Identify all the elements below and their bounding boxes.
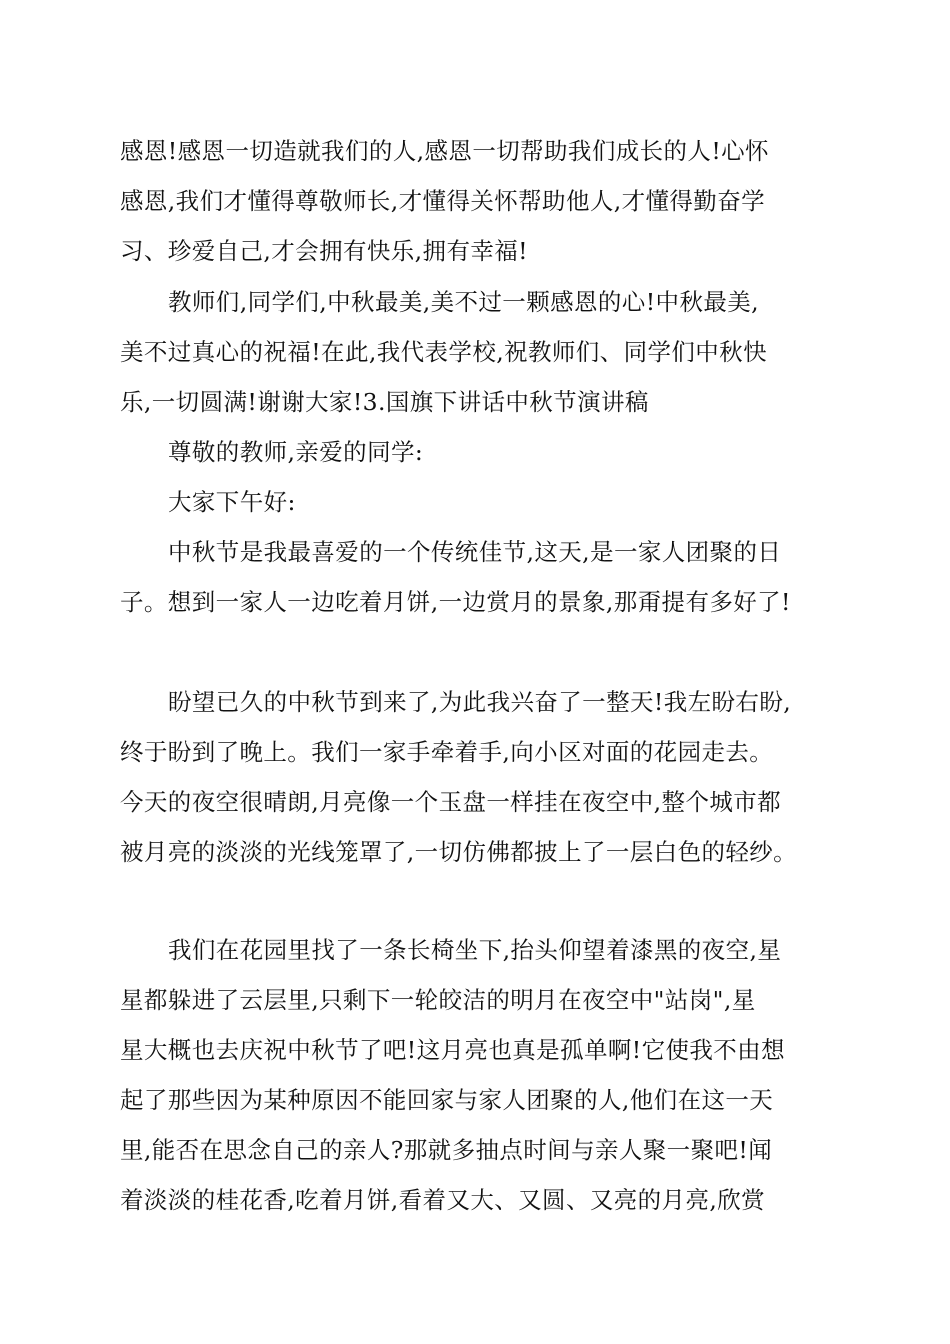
text-line: 盼望已久的中秋节到来了,为此我兴奋了一整天!我左盼右盼, — [168, 688, 792, 716]
text-line: 今天的夜空很晴朗,月亮像一个玉盘一样挂在夜空中,整个城市都 — [120, 788, 782, 816]
text-line: 起了那些因为某种原因不能回家与家人团聚的人,他们在这一天 — [120, 1086, 774, 1114]
text-line: 星都躲进了云层里,只剩下一轮皎洁的明月在夜空中"站岗",星 — [120, 986, 756, 1014]
text-line: 被月亮的淡淡的光线笼罩了,一切仿佛都披上了一层白色的轻纱。 — [120, 838, 798, 866]
text-line: 美不过真心的祝福!在此,我代表学校,祝教师们、同学们中秋快 — [120, 338, 767, 366]
text-line: 着淡淡的桂花香,吃着月饼,看着又大、又圆、又亮的月亮,欣赏 — [120, 1186, 766, 1214]
text-line: 终于盼到了晚上。我们一家手牵着手,向小区对面的花园走去。 — [120, 738, 774, 766]
text-line: 乐,一切圆满!谢谢大家!3.国旗下讲话中秋节演讲稿 — [120, 388, 649, 416]
text-line: 里,能否在思念自己的亲人?那就多抽点时间与亲人聚一聚吧!闻 — [120, 1136, 773, 1164]
text-line: 大家下午好: — [168, 488, 296, 516]
text-line: 感恩,我们才懂得尊敬师长,才懂得关怀帮助他人,才懂得勤奋学 — [120, 187, 766, 215]
text-line: 习、珍爱自己,才会拥有快乐,拥有幸福! — [120, 237, 528, 265]
text-line: 尊敬的教师,亲爱的同学: — [168, 438, 424, 466]
text-line: 中秋节是我最喜爱的一个传统佳节,这天,是一家人团聚的日 — [168, 538, 782, 566]
text-line: 教师们,同学们,中秋最美,美不过一颗感恩的心!中秋最美, — [168, 288, 760, 316]
text-line: 星大概也去庆祝中秋节了吧!这月亮也真是孤单啊!它使我不由想 — [120, 1036, 785, 1064]
text-line: 子。想到一家人一边吃着月饼,一边赏月的景象,那甭提有多好了! — [120, 588, 791, 616]
text-line: 我们在花园里找了一条长椅坐下,抬头仰望着漆黑的夜空,星 — [168, 936, 782, 964]
text-line: 感恩!感恩一切造就我们的人,感恩一切帮助我们成长的人!心怀 — [120, 137, 769, 165]
